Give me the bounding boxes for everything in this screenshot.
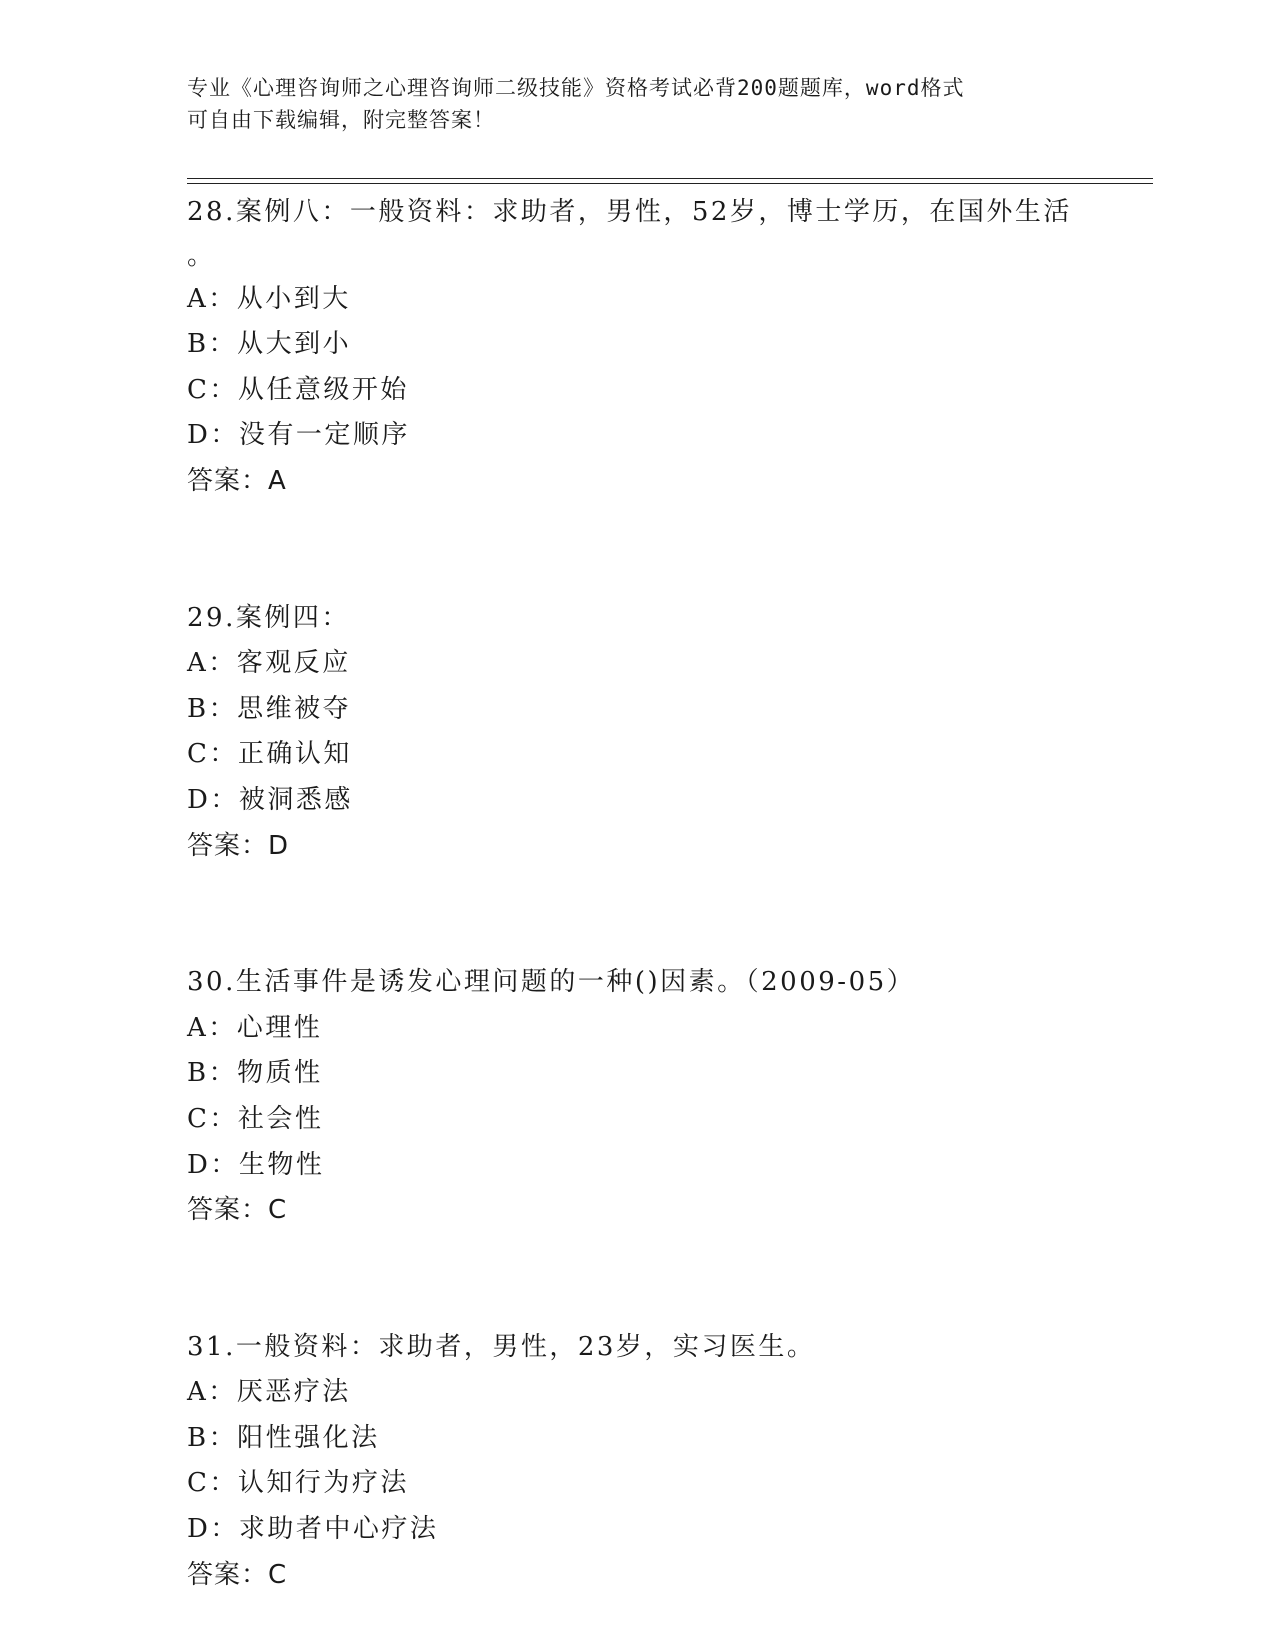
option-c: C：社会性 xyxy=(187,1103,324,1134)
question-spacer xyxy=(187,869,1157,960)
answer-line: 答案：A xyxy=(187,465,287,496)
question-29 xyxy=(187,596,1157,870)
option-c: C：认知行为疗法 xyxy=(187,1468,409,1499)
question-stem: 28.案例八：一般资料：求助者，男性，52岁，博士学历，在国外生活 xyxy=(187,197,1072,227)
answer-line: 答案：D xyxy=(187,830,290,861)
option-b: B：思维被夺 xyxy=(187,693,352,724)
option-a: A：客观反应 xyxy=(187,648,351,679)
question-spacer xyxy=(187,505,1157,596)
header-line-1: 专业《心理咨询师之心理咨询师二级技能》资格考试必背200题题库，word格式 xyxy=(187,76,965,100)
question-stem: 31.一般资料：求助者，男性，23岁，实习医生。 xyxy=(187,1331,816,1362)
question-stem: 29.案例四： xyxy=(187,602,350,633)
answer-line: 答案：C xyxy=(187,1195,288,1226)
question-stem-continuation: 。 xyxy=(187,240,216,271)
option-d: D：被洞悉感 xyxy=(187,784,353,815)
question-spacer xyxy=(187,1234,1157,1325)
option-b: B：阳性强化法 xyxy=(187,1422,380,1453)
answer-line: 答案：C xyxy=(187,1559,288,1590)
option-a: A：从小到大 xyxy=(187,283,351,314)
question-28 xyxy=(187,190,1157,505)
option-a: A：厌恶疗法 xyxy=(187,1377,351,1408)
question-stem: 30.生活事件是诱发心理问题的一种()因素。（2009-05） xyxy=(187,967,916,998)
option-c: C：正确认知 xyxy=(187,739,352,770)
option-d: D：没有一定顺序 xyxy=(187,420,410,451)
option-c: C：从任意级开始 xyxy=(187,374,409,405)
document-header xyxy=(187,72,1087,136)
option-b: B：从大到小 xyxy=(187,329,352,360)
option-a: A：心理性 xyxy=(187,1012,323,1043)
header-divider-bottom xyxy=(187,183,1153,184)
header-line-2: 可自由下载编辑，附完整答案！ xyxy=(187,108,495,132)
question-31 xyxy=(187,1325,1157,1599)
question-list xyxy=(187,190,1157,1598)
question-30 xyxy=(187,960,1157,1234)
option-d: D：求助者中心疗法 xyxy=(187,1514,439,1545)
option-d: D：生物性 xyxy=(187,1149,325,1180)
option-b: B：物质性 xyxy=(187,1058,323,1089)
header-divider-top xyxy=(187,178,1153,179)
